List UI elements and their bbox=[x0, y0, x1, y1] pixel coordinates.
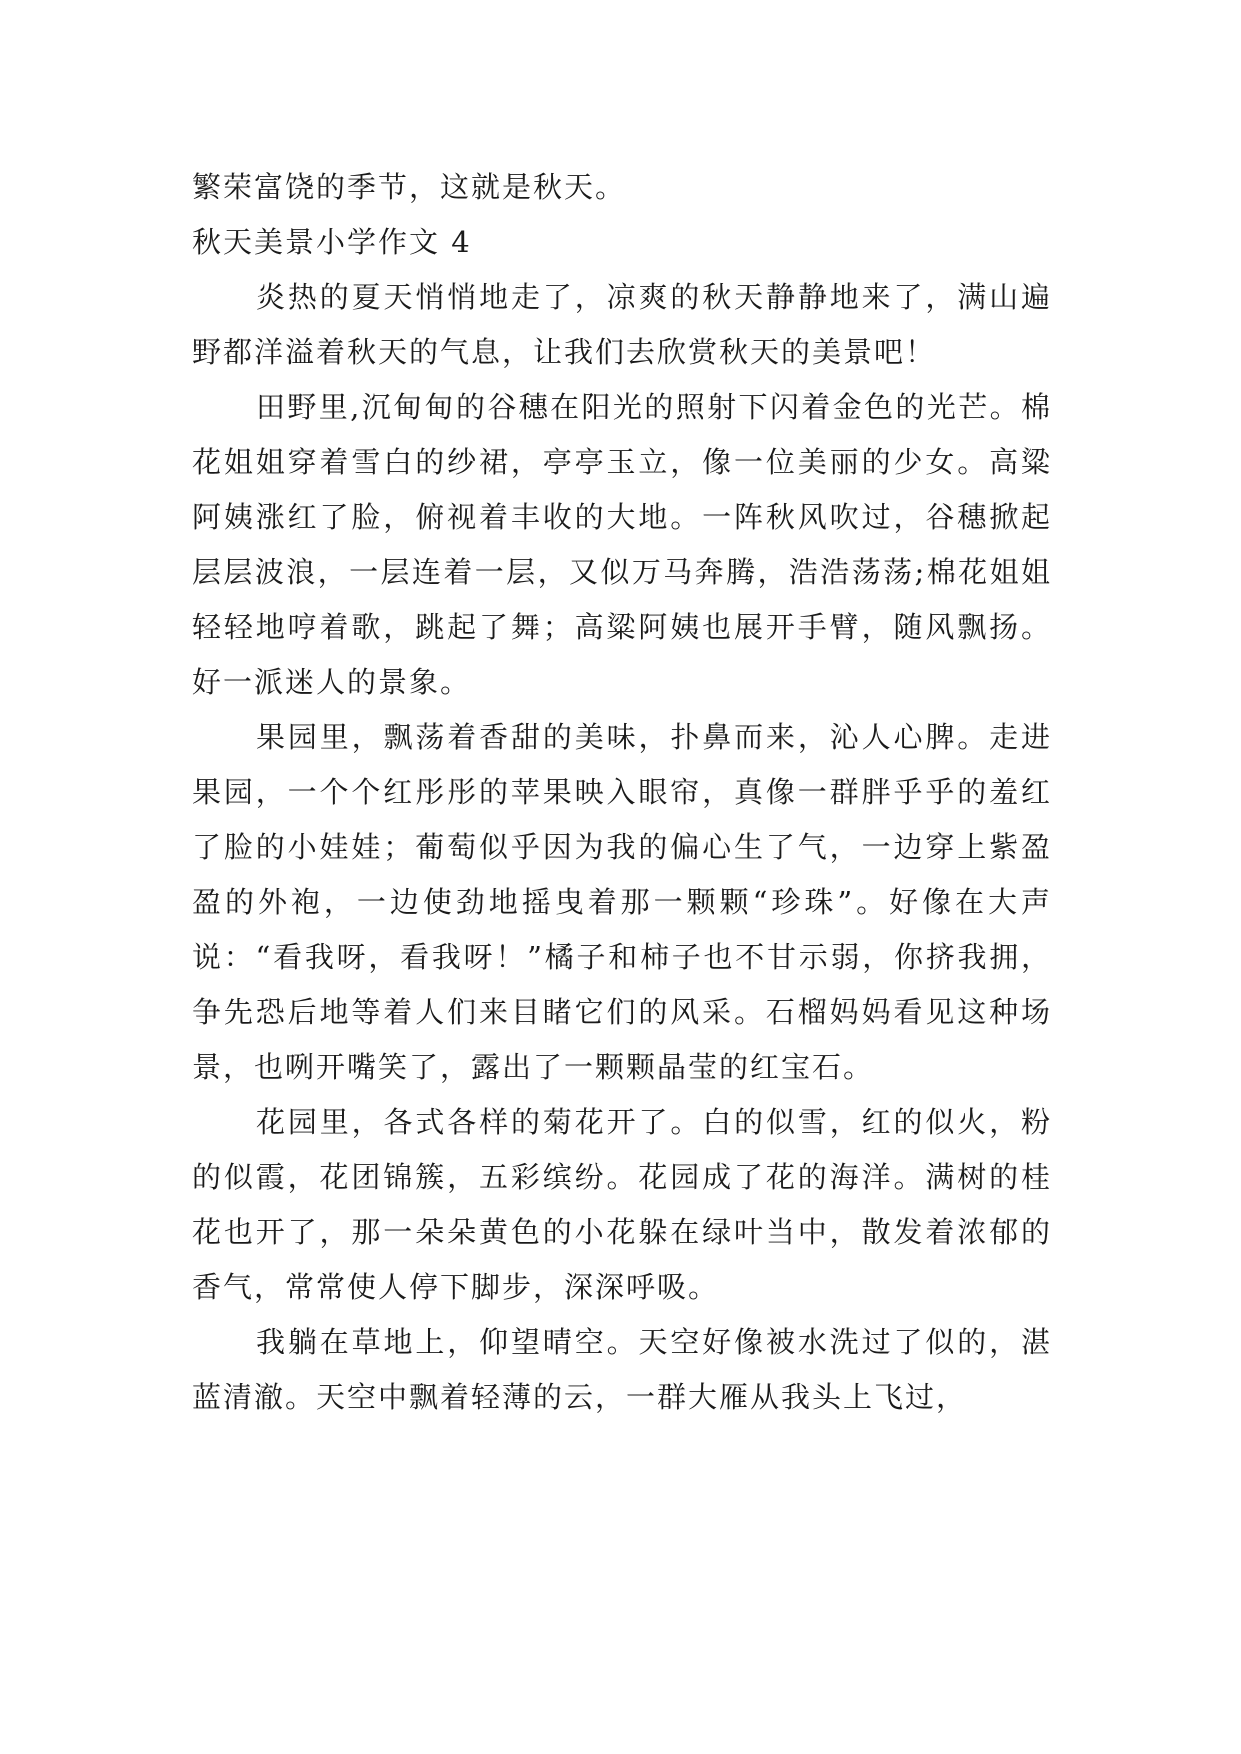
essay-title: 秋天美景小学作文 4 bbox=[192, 225, 472, 259]
carryover-line: 繁荣富饶的季节，这就是秋天。 bbox=[192, 170, 627, 204]
document-page bbox=[192, 160, 1052, 1425]
paragraph-fields: 田野里,沉甸甸的谷穗在阳光的照射下闪着金色的光芒。棉花姐姐穿着雪白的纱裙，亭亭玉立，像一位美丽的少女。高粱阿姨涨红了脸，俯视着丰收的大地。一阵秋风吹过，谷穗掀起层层波浪，一层连着一层，又似万马奔腾，浩浩荡荡;棉花姐姐轻轻地哼着歌，跳起了舞；高粱阿姨也展开手臂，随风飘扬。好一派迷人的景象。 bbox=[192, 390, 1052, 699]
paragraph-orchard: 果园里，飘荡着香甜的美味，扑鼻而来，沁人心脾。走进果园，一个个红彤彤的苹果映入眼帘，真像一群胖乎乎的羞红了脸的小娃娃；葡萄似乎因为我的偏心生了气，一边穿上紫盈盈的外袍，一边使劲地摇曳着那一颗颗“珍珠”。好像在大声说：“看我呀，看我呀！”橘子和柿子也不甘示弱，你挤我拥，争先恐后地等着人们来目睹它们的风采。石榴妈妈看见这种场景，也咧开嘴笑了，露出了一颗颗晶莹的红宝石。 bbox=[192, 720, 1052, 1084]
paragraph-sky: 我躺在草地上，仰望晴空。天空好像被水洗过了似的，湛蓝清澈。天空中飘着轻薄的云，一群大雁从我头上飞过， bbox=[192, 1325, 1052, 1414]
paragraph-intro: 炎热的夏天悄悄地走了，凉爽的秋天静静地来了，满山遍野都洋溢着秋天的气息，让我们去欣赏秋天的美景吧！ bbox=[192, 280, 1052, 369]
paragraph-garden: 花园里，各式各样的菊花开了。白的似雪，红的似火，粉的似霞，花团锦簇，五彩缤纷。花园成了花的海洋。满树的桂花也开了，那一朵朵黄色的小花躲在绿叶当中，散发着浓郁的香气，常常使人停下脚步，深深呼吸。 bbox=[192, 1105, 1052, 1304]
